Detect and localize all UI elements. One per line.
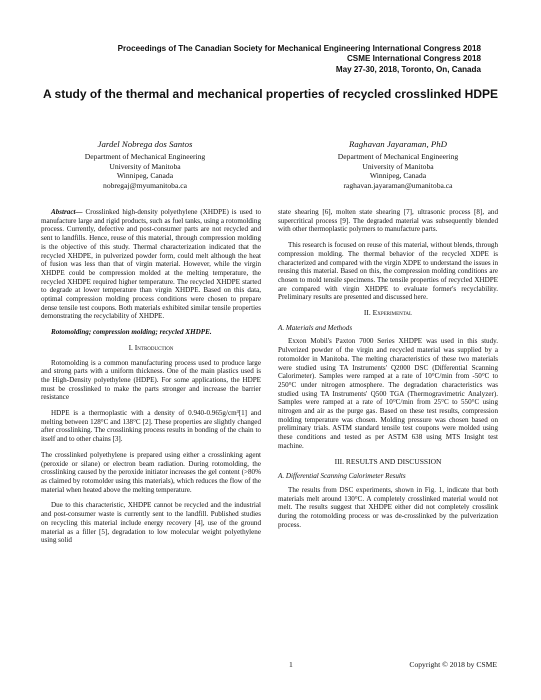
author-name: Jardel Nobrega dos Santos xyxy=(97,139,193,149)
paragraph: HDPE is a thermoplastic with a density of 0.940-0.965g/cm³[1] and melting between 128°C and 138°C [2]. These properties are slightly changed after crosslinking. The crosslinking process results in bonding of the chain to itself and to other chains [3]. xyxy=(41,409,261,444)
author-block-2 xyxy=(293,140,503,190)
abstract xyxy=(41,208,261,321)
paragraph: This research is focused on reuse of this material, without blends, through compression molding. The thermal behavior of the recycled XDPE is characterized and compared with the virgin XDPE to understand the issues in reusing this material. Based on this, the compression molding conditions are chosen to mold tensile specimens. The tensile properties of recycled XHDPE are compared with virgin XHDPE to evaluate former's recyclability. Preliminary results are presented and discussed here. xyxy=(278,241,498,302)
section-heading-results: III. RESULTS AND DISCUSSION xyxy=(334,456,442,466)
paper-title: A study of the thermal and mechanical properties of recycled crosslinked HDPE xyxy=(42,87,499,101)
section-heading-experimental: II. Experimental xyxy=(363,308,413,318)
paragraph: The results from DSC experiments, shown in Fig. 1, indicate that both materials melt around 130°C. A completely crosslinked material would not melt. The results suggest that XHDPE either did not completely crosslink during the rotomolding process or was de-crosslinked by the pulverization process. xyxy=(278,485,498,529)
author-email: raghavan.jayaraman@umanitoba.ca xyxy=(343,180,453,190)
keywords: Rotomolding; compression molding; recycled XHDPE. xyxy=(51,328,212,337)
section-heading-introduction: I. Introduction xyxy=(128,342,174,352)
abstract-label: Abstract— xyxy=(51,208,83,216)
proceedings-header xyxy=(118,44,481,75)
right-column xyxy=(278,208,498,537)
author-email: nobregaj@myumanitoba.ca xyxy=(103,180,187,190)
paragraph: Due to this characteristic, XHDPE cannot be recycled and the industrial and post-consumer waste is currently sent to the landfill. Published studies on recycling this material include energy recovery [4], use of the ground material as a filler [5], degradation to low molecular weight polyethylene using solid xyxy=(41,501,261,545)
author-city: Winnipeg, Canada xyxy=(116,171,174,181)
abstract-text: Crosslinked high-density polyethylene (XHDPE) is used to manufacture large and rigid products, such as fuel tanks, using a rotomolding process. Currently, defective and post-consumer parts are not recycled and sent to landfills. Hence, reuse of this material, through compression molding is the objective of this study. Thermal characterization indicated that the recycled XHDPE, in pulverized powder form, could melt although the heat of fusion was less than that of virgin material. However, while the virgin XHDPE could be compression molded at the melting temperature, the recycled XHDPE required higher temperature. The recycled XHDPE started to degrade at lower temperature than virgin XHDPE. Based on this data, optimal compression molding process conditions were chosen to prepare dense tensile test coupons. Both materials exhibited similar tensile properties demonstrating the recyclability of XHDPE. xyxy=(41,208,261,321)
author-university: University of Manitoba xyxy=(109,161,181,171)
paragraph: Exxon Mobil's Paxton 7000 Series XHDPE was used in this study. Pulverized powder of the virgin and recycled material was supplied by a rotomolder in Manitoba. The melting characteristics of these two materials were studied using TA Instruments' Q2000 DSC (Differential Scanning Calorimeter). Samples were ramped at a rate of 10°C/min from -50°C to 250°C under nitrogen atmosphere. The degradation characteristics was studied using TA Instruments' Q500 TGA (Thermogravimetric Analyzer). Samples were ramped at a rate of 10°C/min from 25°C to 550°C using nitrogen and air as the purge gas. Based on these test results, compression molding temperature was chosen. Molding pressure was chosen based on preliminary trials. ASTM standard tensile test coupons were molded using these conditions and tested as per ASTM 638 using MTS Insight test machine. xyxy=(278,337,498,450)
author-department: Department of Mechanical Engineering xyxy=(84,152,206,162)
paragraph: state shearing [6], molten state shearing [7], ultrasonic process [8], and supercritical process [9]. The degraded material was subsequently blended with other thermoplastic polymers to manufacture parts. xyxy=(278,208,498,234)
header-line-3: May 27-30, 2018, Toronto, On, Canada xyxy=(335,64,481,74)
author-name: Raghavan Jayaraman, PhD xyxy=(349,139,447,149)
subsection-heading-materials: A. Materials and Methods xyxy=(278,323,353,332)
paragraph: The crosslinked polyethylene is prepared using either a crosslinking agent (peroxide or silane) or electron beam radiation. During rotomolding, the crosslinking caused by the peroxide initiator increases the gel content (>80% as claimed by rotomolder using this materials), which reduces the flow of the material when heated above the melting temperature. xyxy=(41,450,261,494)
paragraph: Rotomolding is a common manufacturing process used to produce large and strong parts with a uniform thickness. One of the main plastics used is the High-Density polyethylene (HDPE). For some applications, the HDPE must be crosslinked to make the parts stronger and increase the barrier resistance xyxy=(41,358,261,402)
author-city: Winnipeg, Canada xyxy=(369,171,427,181)
header-line-1: Proceedings of The Canadian Society for Mechanical Engineering International Congress 2018 xyxy=(117,44,481,53)
author-department: Department of Mechanical Engineering xyxy=(337,152,459,162)
left-column xyxy=(41,208,261,552)
header-line-2: CSME International Congress 2018 xyxy=(346,54,481,64)
subsection-heading-dsc: A. Differential Scanning Calorimeter Results xyxy=(278,472,406,481)
page-number: 1 xyxy=(289,660,293,669)
author-block-1 xyxy=(40,140,250,190)
copyright-notice: Copyright © 2018 by CSME xyxy=(409,660,497,669)
author-university: University of Manitoba xyxy=(362,161,434,171)
